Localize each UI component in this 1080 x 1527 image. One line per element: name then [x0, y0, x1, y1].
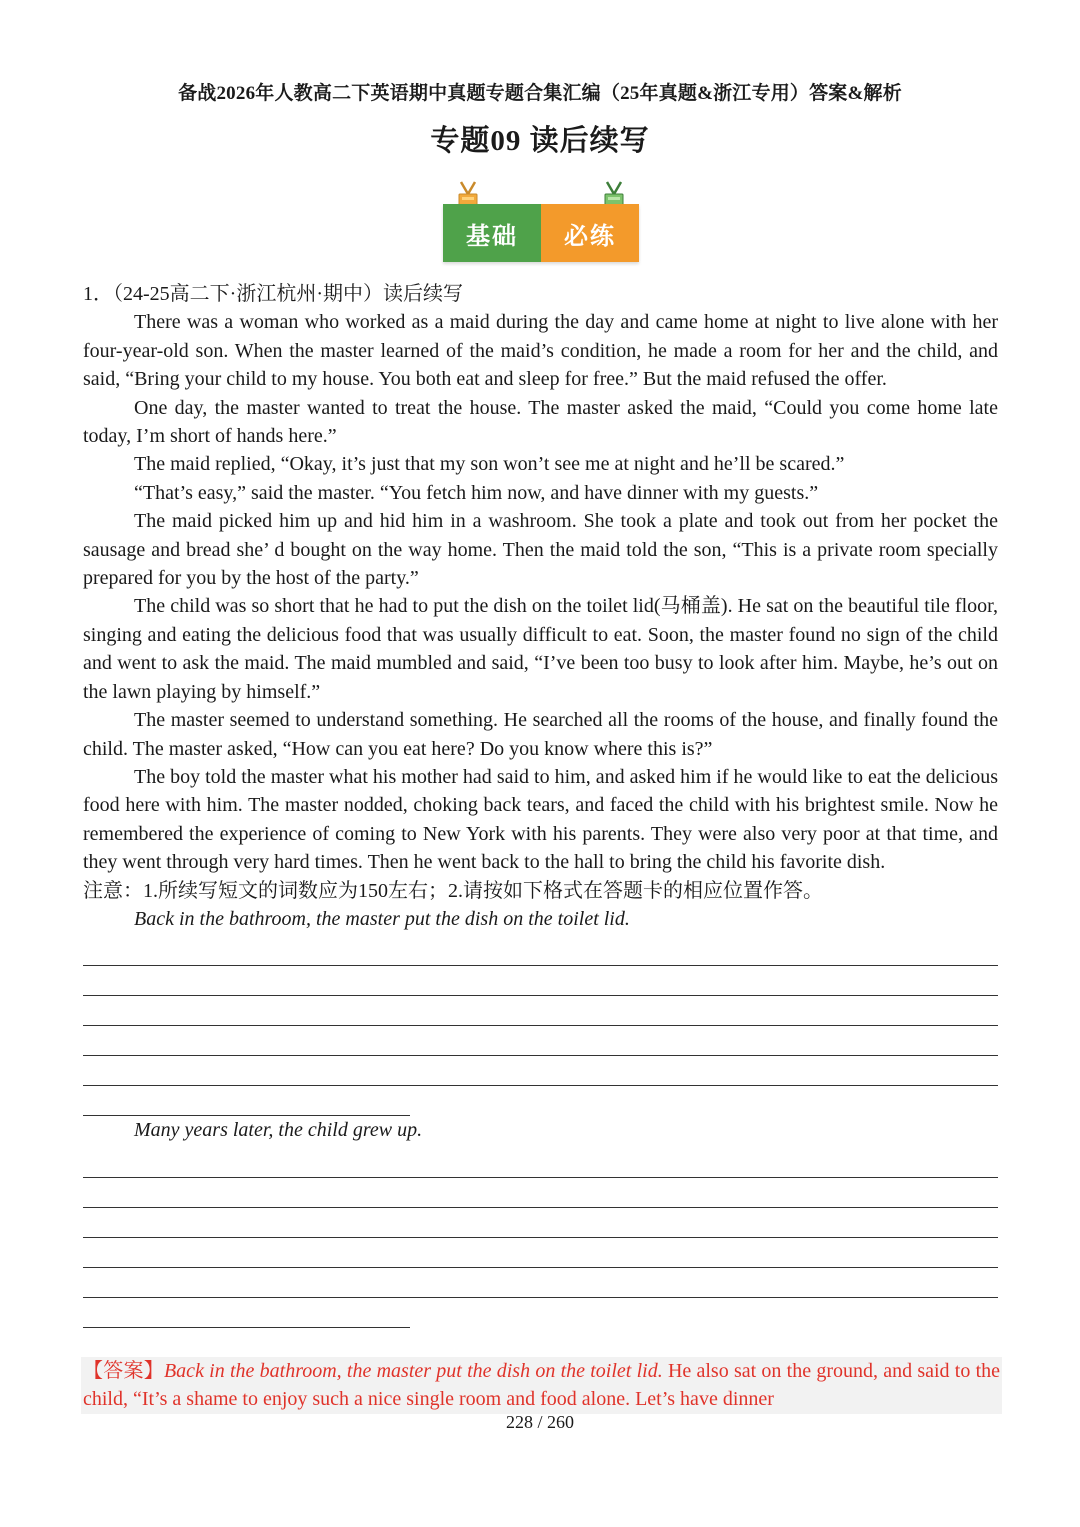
writing-line: [83, 1238, 998, 1268]
writing-line: [83, 966, 998, 996]
writing-line: [83, 1298, 410, 1328]
answer-label: 【答案】: [83, 1360, 164, 1382]
answer-opening-sentence: Back in the bathroom, the master put the dish on the toilet lid.: [163, 1360, 663, 1382]
question-content: [83, 280, 998, 1328]
page-number: 228 / 260: [505, 1412, 574, 1432]
paragraph-prompt-1: Back in the bathroom, the master put the dish on the toilet lid.: [134, 907, 630, 930]
story-paragraph: The maid replied, “Okay, it’s just that my son won’t see me at night and he’ll be scared.”: [134, 453, 845, 476]
section-badge: [443, 180, 639, 264]
writing-line: [83, 1208, 998, 1238]
writing-line: [83, 1178, 998, 1208]
writing-instructions: 注意：1.所续写短文的词数应为150左右；2.请按如下格式在答题卡的相应位置作答。: [83, 879, 823, 902]
writing-line: [83, 1056, 998, 1086]
question-source: 1．（24-25高二下·浙江杭州·期中）读后续写: [83, 283, 463, 305]
story-paragraph: The boy told the master what his mother had said to him, and asked him if he would like to eat the delicious food here with him. The master nodded, choking back tears, and faced the child with his brightest smile. Now he remembered the experience of coming to New York with his parents. They were also very poor at that time, and they went through very hard times. Then he went back to the hall to bring the child his favorite dish.: [83, 765, 998, 874]
writing-line: [83, 1086, 410, 1116]
story-paragraph: “That’s easy,” said the master. “You fetch him now, and have dinner with my guests.”: [134, 481, 819, 504]
story-paragraph: The child was so short that he had to put the dish on the toilet lid(马桶盖). He sat on the beautiful tile floor, singing and eating the delicious food that was usually difficult to eat. Soon, the master found no sign of the child and went to ask the maid. The maid mumbled and said, “I’ve been too busy to look after him. Maybe, he’s out on the lawn playing by himself.”: [83, 595, 998, 703]
story-paragraph: One day, the master wanted to treat the house. The master asked the maid, “Could you come home late today, I’m short of hands here.”: [83, 396, 998, 448]
badge-left-label: 基础: [443, 204, 541, 262]
writing-line: [83, 1148, 998, 1178]
story-paragraph: The maid picked him up and hid him in a washroom. She took a plate and took out from her pocket the sausage and bread she’ d bought on the way home. Then the maid told the son, “This is a private room specially prepared for you by the host of the party.”: [83, 510, 998, 590]
writing-line: [83, 996, 998, 1026]
paragraph-prompt-2: Many years later, the child grew up.: [134, 1119, 423, 1142]
story-paragraph: There was a woman who worked as a maid during the day and came home at night to live alone with her four-year-old son. When the master learned of the maid’s condition, he made a room for her and the child, and said, “Bring your child to my house. You both eat and sleep for free.” But the maid refused the offer.: [83, 311, 998, 391]
writing-line: [83, 936, 998, 966]
document-header: 备战2026年人教高二下英语期中真题专题合集汇编（25年真题&浙江专用）答案&解析: [178, 83, 902, 104]
writing-lines-2: [83, 1148, 998, 1328]
writing-line: [83, 1026, 998, 1056]
story-paragraph: The master seemed to understand something. He searched all the rooms of the house, and finally found the child. The master asked, “How can you eat here? Do you know where this is?”: [83, 709, 998, 760]
page-title: 专题09 读后续写: [430, 125, 650, 157]
badge-right-label: 必练: [541, 204, 639, 262]
answer-block: [81, 1357, 1002, 1414]
answer-text: He also sat on the ground, and said to the child, “It’s a shame to enjoy such a nice single room and food alone. Let’s have dinner: [83, 1360, 1001, 1411]
writing-lines-1: [83, 936, 998, 1116]
writing-line: [83, 1268, 998, 1298]
